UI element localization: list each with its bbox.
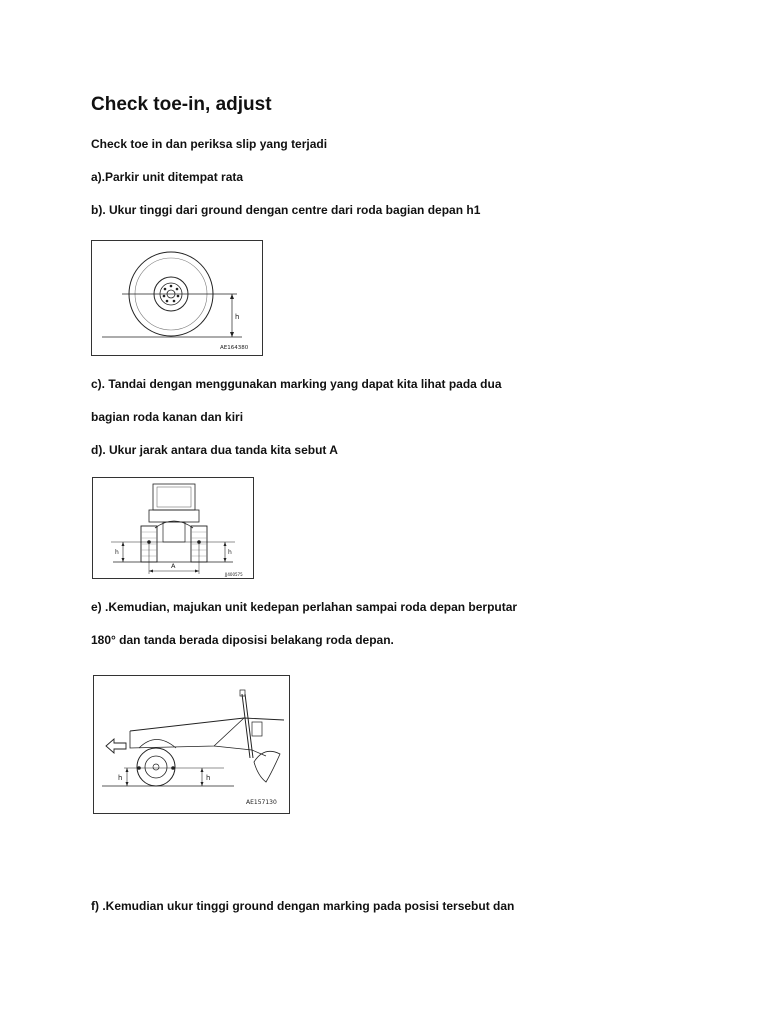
side-view-figure-code: AE157130 — [246, 799, 277, 806]
side-view-h-right-label: h — [206, 774, 211, 782]
figure-front-view — [92, 477, 254, 579]
paragraph-step-c-cont: bagian roda kanan dan kiri — [91, 410, 244, 424]
front-view-a-label: A — [171, 562, 176, 570]
paragraph-step-e: e) .Kemudian, majukan unit kedepan perlahan sampai roda depan berputar — [91, 600, 518, 614]
figure-wheel-side — [91, 240, 263, 356]
front-view-h-right-label: h — [228, 549, 232, 556]
front-view-h-left-label: h — [115, 549, 119, 556]
paragraph-intro: Check toe in dan periksa slip yang terjadi — [91, 137, 328, 151]
figure-side-view — [93, 675, 290, 814]
wheel-side-diagram — [92, 241, 262, 355]
wheel-side-h-label: h — [235, 313, 240, 321]
paragraph-step-a: a).Parkir unit ditempat rata — [91, 170, 244, 184]
side-view-h-left-label: h — [118, 774, 123, 782]
paragraph-step-c: c). Tandai dengan menggunakan marking yang dapat kita lihat pada dua — [91, 377, 502, 391]
side-view-diagram — [94, 676, 289, 813]
front-view-diagram — [93, 478, 253, 578]
page-title: Check toe-in, adjust — [91, 94, 272, 115]
paragraph-step-d: d). Ukur jarak antara dua tanda kita sebut A — [91, 443, 338, 457]
wheel-side-figure-code: AE164380 — [220, 345, 249, 351]
front-view-figure-code: JJ400575 — [225, 572, 243, 577]
paragraph-step-e-cont: 180° dan tanda berada diposisi belakang roda depan. — [91, 633, 394, 647]
paragraph-step-b: b). Ukur tinggi dari ground dengan centre dari roda bagian depan h1 — [91, 203, 481, 217]
paragraph-step-f: f) .Kemudian ukur tinggi ground dengan marking pada posisi tersebut dan — [91, 899, 515, 913]
